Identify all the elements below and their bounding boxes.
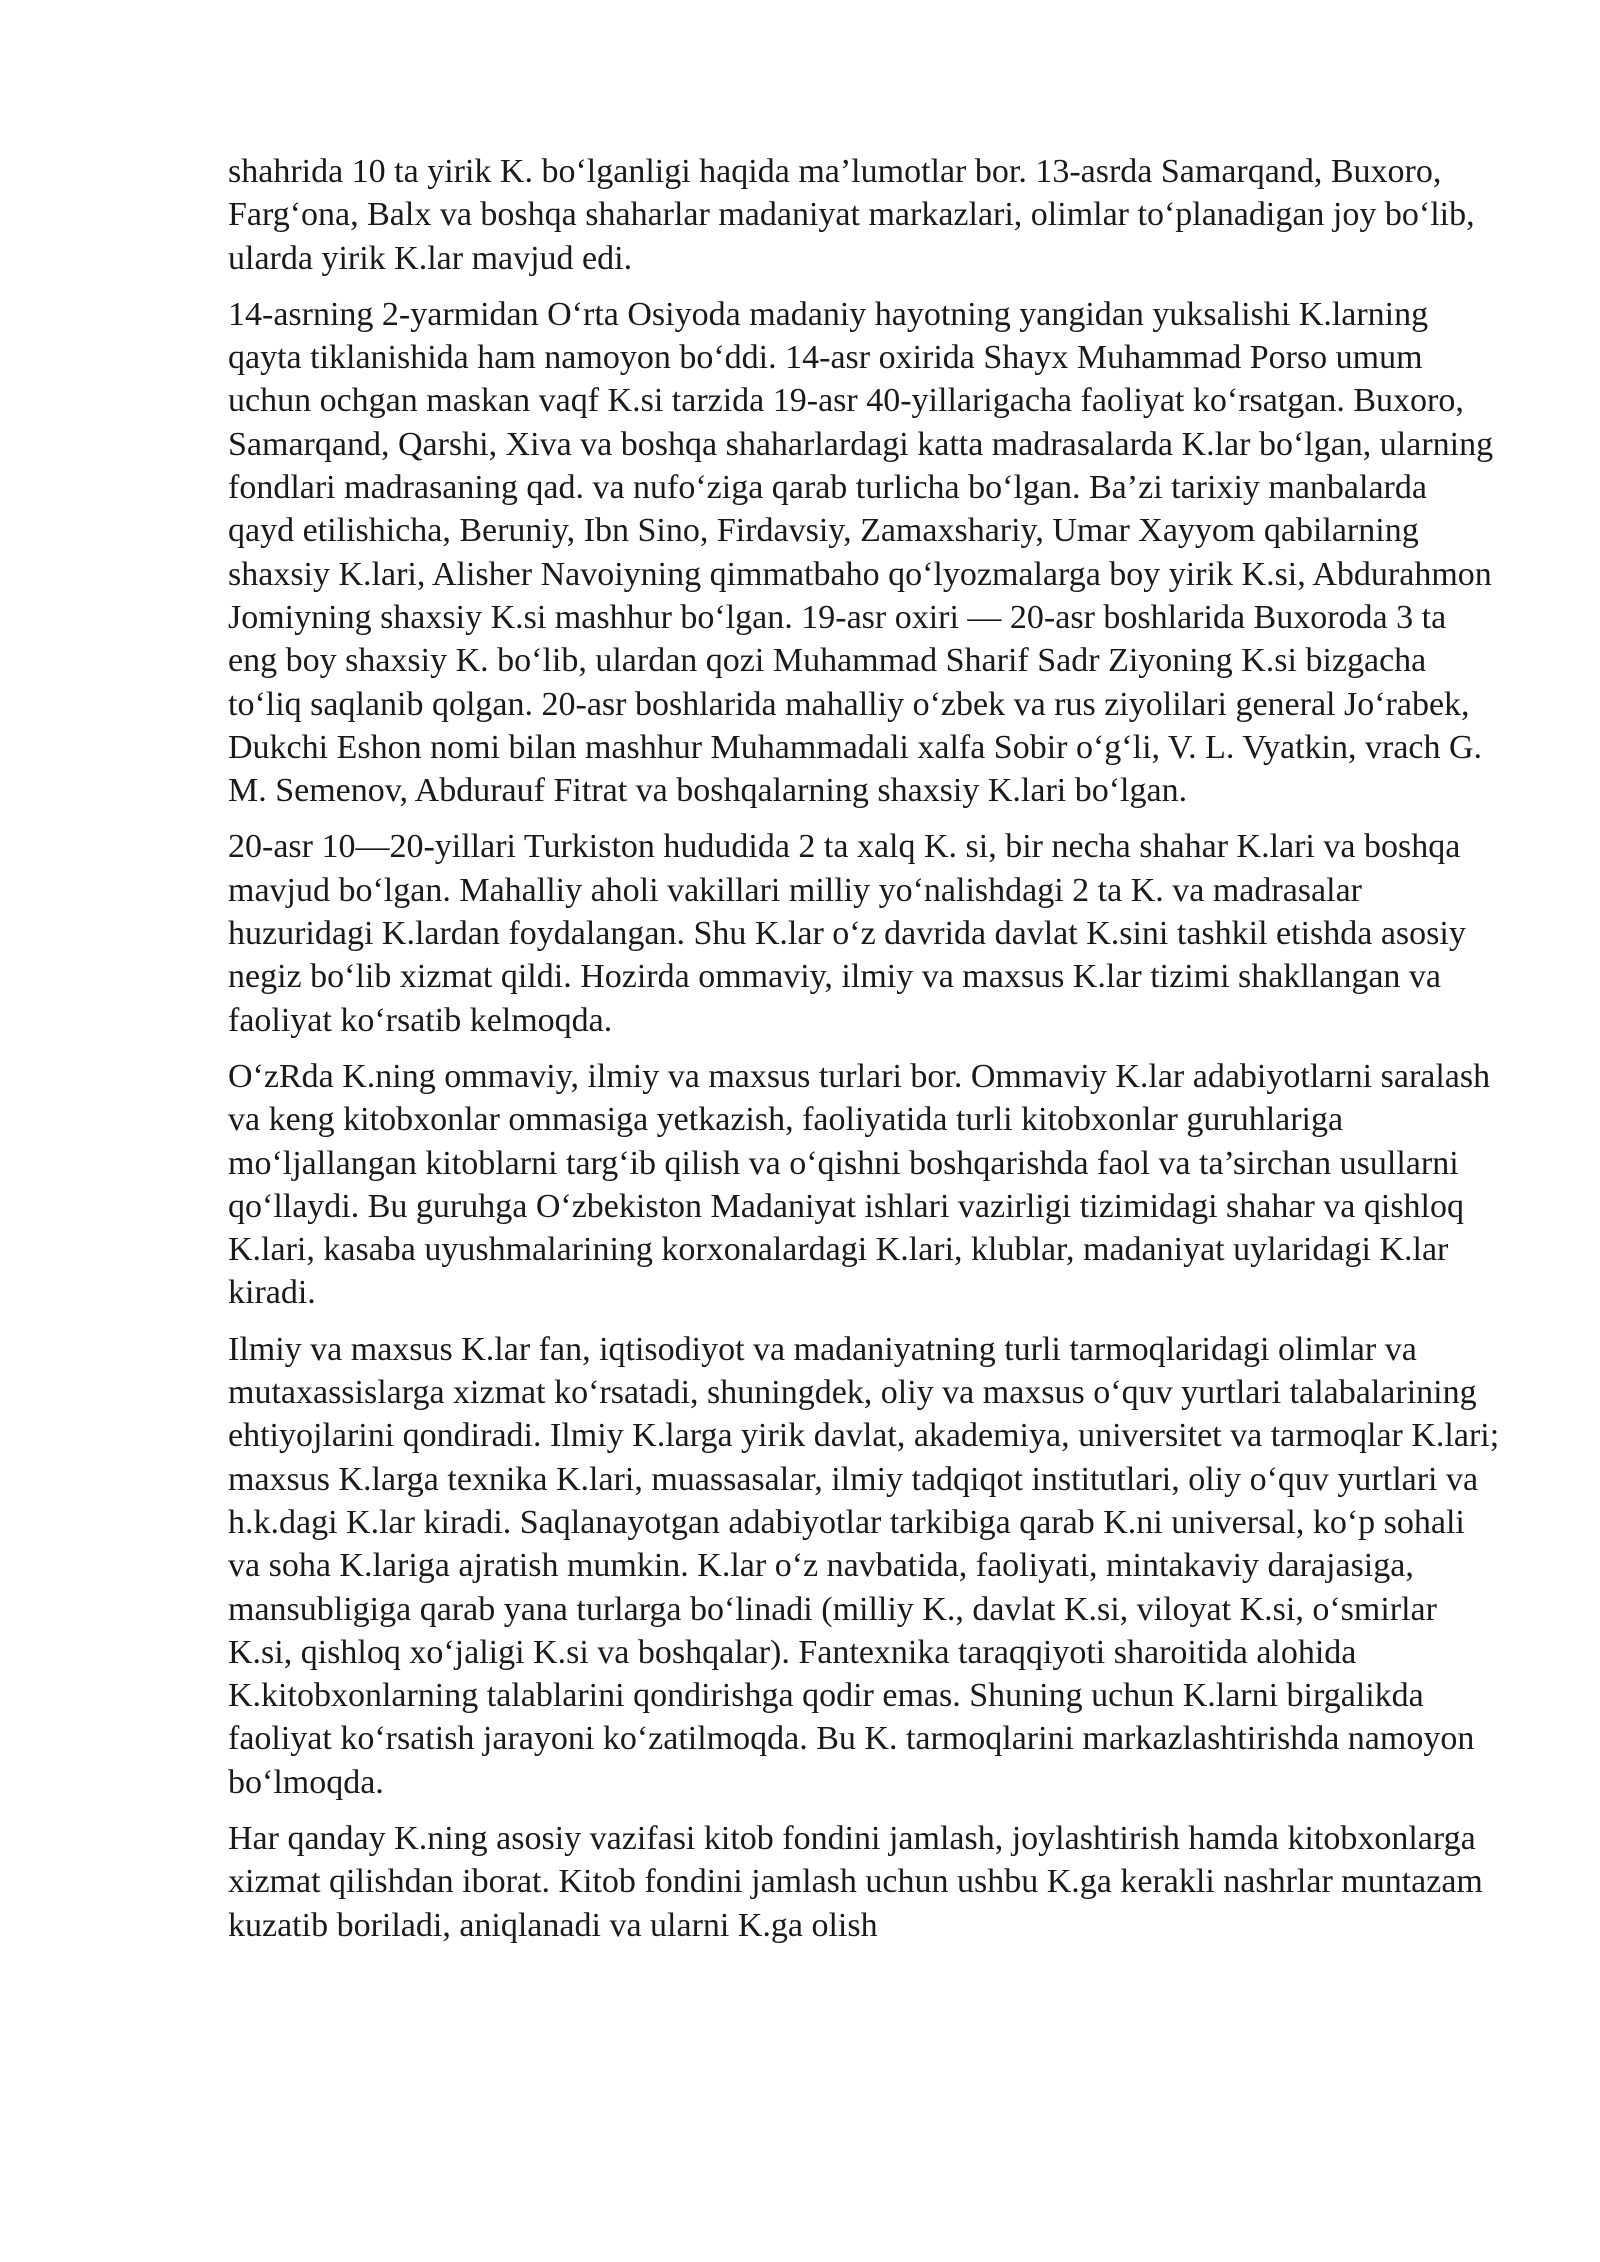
- paragraph-4: O‘zRda K.ning ommaviy, ilmiy va maxsus turlari bor. Ommaviy K.lar adabiyotlarni saralash va keng kitobxonlar ommasiga yetkazish, faoliyatida turli kitobxonlar guruhlariga mo‘ljallangan kitoblarni targ‘ib qilish va o‘qishni boshqarishda faol va ta’sirchan usullarni qo‘llaydi. Bu guruhga O‘zbekiston Madaniyat ishlari vazirligi tizimidagi shahar va qishloq K.lari, kasaba uyushmalarining korxonalardagi K.lari, klublar, madaniyat uylaridagi K.lar kiradi.: [228, 1057, 1491, 1312]
- paragraph-2: 14-asrning 2-yarmidan O‘rta Osiyoda madaniy hayotning yangidan yuksalishi K.larning qayta tiklanishida ham namoyon bo‘ddi. 14-asr oxirida Shayx Muhammad Porso umum uchun ochgan maskan vaqf K.si tarzida 19-asr 40-yillarigacha faoliyat ko‘rsatgan. Buxoro, Samarqand, Qarshi, Xiva va boshqa shaharlardagi katta madrasalarda K.lar bo‘lgan, ularning fondlari madrasaning qad. va nufo‘ziga qarab turlicha bo‘lgan. Ba’zi tarixiy manbalarda qayd etilishicha, Beruniy, Ibn Sino, Firdavsiy, Zamaxshariy, Umar Xayyom qabilarning shaxsiy K.lari, Alisher Navoiyning qimmatbaho qo‘lyozmalarga boy yirik K.si, Abdurahmon Jomiyning shaxsiy K.si mashhur bo‘lgan. 19-asr oxiri — 20-asr boshlarida Buxoroda 3 ta eng boy shaxsiy K. bo‘lib, ulardan qozi Muhammad Sharif Sadr Ziyoning K.si bizgacha to‘liq saqlanib qolgan. 20-asr boshlarida mahalliy o‘zbek va rus ziyolilari general Jo‘rabek, Dukchi Eshon nomi bilan mashhur Muhammadali xalfa Sobir o‘g‘li, V. L. Vyatkin, vrach G. M. Semenov, Abdurauf Fitrat va boshqalarning shaxsiy K.lari bo‘lgan.: [228, 295, 1494, 810]
- paragraph-1: shahrida 10 ta yirik K. bo‘lganligi haqida ma’lumotlar bor. 13-asrda Samarqand, Buxoro, Farg‘ona, Balx va boshqa shaharlar madaniyat markazlari, olimlar to‘planadigan joy bo‘lib, ularda yirik K.lar mavjud edi.: [228, 153, 1475, 277]
- paragraph-3: 20-asr 10—20-yillari Turkiston hududida 2 ta xalq K. si, bir necha shahar K.lari va boshqa mavjud bo‘lgan. Mahalliy aholi vakillari milliy yo‘nalishdagi 2 ta K. va madrasalar huzuridagi K.lardan foydalangan. Shu K.lar o‘z davrida davlat K.sini tashkil etishda asosiy negiz bo‘lib xizmat qildi. Hozirda ommaviy, ilmiy va maxsus K.lar tizimi shakllangan va faoliyat ko‘rsatib kelmoqda.: [228, 828, 1466, 1039]
- paragraph-6: Har qanday K.ning asosiy vazifasi kitob fondini jamlash, joylashtirish hamda kitobxonlarga xizmat qilishdan iborat. Kitob fondini jamlash uchun ushbu K.ga kerakli nashrlar muntazam kuzatib boriladi, aniqlanadi va ularni K.ga olish: [228, 1819, 1483, 1944]
- paragraph-5: Ilmiy va maxsus K.lar fan, iqtisodiyot va madaniyatning turli tarmoqlaridagi olimlar va mutaxassislarga xizmat ko‘rsatadi, shuningdek, oliy va maxsus o‘quv yurtlari talabalarining ehtiyojlarini qondiradi. Ilmiy K.larga yirik davlat, akademiya, universitet va tarmoqlar K.lari; maxsus K.larga texnika K.lari, muassasalar, ilmiy tadqiqot institutlari, oliy o‘quv yurtlari va h.k.dagi K.lar kiradi. Saqlanayotgan adabiyotlar tarkibiga qarab K.ni universal, ko‘p sohali va soha K.lariga ajratish mumkin. K.lar o‘z navbatida, faoliyati, mintakaviy darajasiga, mansubligiga qarab yana turlarga bo‘linadi (milliy K., davlat K.si, viloyat K.si, o‘smirlar K.si, qishloq xo‘jaligi K.si va boshqalar). Fantexnika taraqqiyoti sharoitida alohida K.kitobxonlarning talablarini qondirishga qodir emas. Shuning uchun K.larni birgalikda faoliyat ko‘rsatish jarayoni ko‘zatilmoqda. Bu K. tarmoqlarini markazlashtirishda namoyon bo‘lmoqda.: [228, 1330, 1500, 1801]
- document-page: [228, 150, 1500, 1960]
